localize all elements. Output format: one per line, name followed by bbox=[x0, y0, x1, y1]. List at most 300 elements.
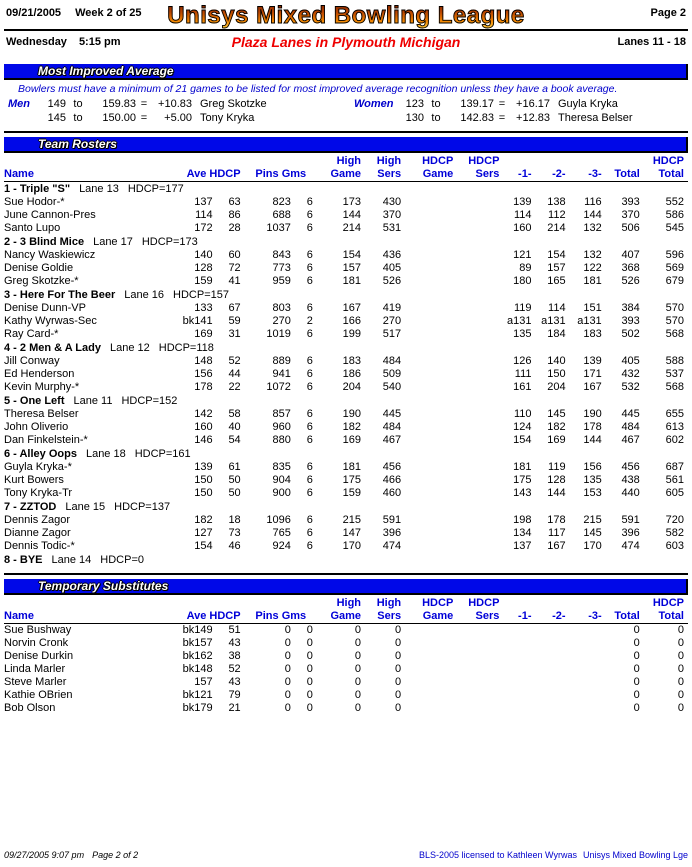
stat-cell bbox=[457, 474, 503, 487]
team-header-row bbox=[4, 235, 688, 249]
stat-cell: 484 bbox=[621, 421, 640, 433]
section-divider bbox=[4, 131, 688, 133]
page-number: Page 2 bbox=[650, 7, 686, 19]
stat-cell bbox=[405, 315, 457, 328]
team-name: 3 - Here For The Beer bbox=[4, 289, 116, 301]
column-header: High bbox=[376, 155, 402, 167]
stat-cell: 61 bbox=[228, 461, 241, 473]
stat-cell: 368 bbox=[621, 262, 640, 274]
column-header bbox=[503, 155, 535, 168]
stat-cell: 170 bbox=[583, 540, 602, 552]
stat-cell: 0 bbox=[354, 689, 362, 701]
stat-cell: 1037 bbox=[266, 222, 291, 234]
column-header: High bbox=[376, 597, 402, 609]
player-name-cell: Kathie OBrien bbox=[4, 689, 73, 701]
stat-cell: 183 bbox=[583, 328, 602, 340]
team-name: 4 - 2 Men & A Lady bbox=[4, 342, 101, 354]
stat-cell: 38 bbox=[228, 650, 241, 662]
to-word: to bbox=[73, 98, 83, 110]
stat-cell: 156 bbox=[583, 461, 602, 473]
column-header bbox=[245, 597, 317, 610]
stat-cell bbox=[503, 676, 535, 689]
stat-cell: 393 bbox=[621, 196, 640, 208]
player-name-cell: Dennis Todic-* bbox=[4, 540, 75, 552]
stat-cell: 959 bbox=[272, 275, 291, 287]
average-from: 149 bbox=[47, 98, 66, 110]
stat-cell: 6 bbox=[306, 421, 313, 433]
stat-cell bbox=[405, 514, 457, 527]
column-header bbox=[245, 155, 317, 168]
stat-cell: 6 bbox=[306, 222, 313, 234]
stat-cell: 114 bbox=[548, 302, 566, 314]
stat-cell: 114 bbox=[195, 209, 213, 221]
average-to: 159.83 bbox=[102, 98, 136, 110]
stat-cell: 545 bbox=[665, 222, 684, 234]
women-label bbox=[350, 111, 396, 125]
player-name-cell: Guyla Kryka-* bbox=[4, 461, 72, 473]
stat-cell: 474 bbox=[382, 540, 402, 552]
substitutes-section-title: Temporary Substitutes bbox=[38, 579, 169, 593]
section-divider bbox=[4, 573, 688, 575]
player-row bbox=[4, 474, 688, 487]
stat-cell: 178 bbox=[583, 421, 602, 433]
stat-cell: 720 bbox=[665, 514, 684, 526]
stat-cell: 41 bbox=[228, 275, 241, 287]
stat-cell bbox=[536, 624, 570, 638]
stat-cell: 396 bbox=[621, 527, 640, 539]
stat-cell: 509 bbox=[382, 368, 402, 380]
team-header-row bbox=[4, 553, 688, 567]
stat-cell bbox=[405, 262, 457, 275]
stat-cell bbox=[405, 624, 457, 638]
stat-cell: 59 bbox=[228, 315, 241, 327]
stat-cell bbox=[570, 650, 606, 663]
stat-cell bbox=[457, 368, 503, 381]
player-name-cell: Kevin Murphy-* bbox=[4, 381, 80, 393]
team-header-row bbox=[4, 394, 688, 408]
stat-cell: 582 bbox=[665, 527, 684, 539]
stat-cell: 596 bbox=[665, 249, 684, 261]
player-name-cell: Dennis Zagor bbox=[4, 514, 71, 526]
men-label bbox=[4, 111, 38, 125]
player-row bbox=[4, 328, 688, 341]
lanes-range: Lanes 11 - 18 bbox=[617, 36, 686, 48]
stat-cell: 119 bbox=[513, 302, 532, 314]
player-row bbox=[4, 275, 688, 288]
player-row bbox=[4, 676, 688, 689]
stat-cell: 159 bbox=[194, 275, 213, 287]
average-improvement: +5.00 bbox=[164, 112, 192, 124]
stat-cell: 182 bbox=[194, 514, 213, 526]
stat-cell: 111 bbox=[514, 368, 532, 380]
column-header: High bbox=[336, 155, 362, 167]
team-rosters-section-title: Team Rosters bbox=[38, 137, 117, 151]
average-improvement: +16.17 bbox=[516, 98, 550, 110]
stat-cell: 147 bbox=[342, 527, 362, 539]
stat-cell: 142 bbox=[194, 408, 213, 420]
stat-cell: 178 bbox=[194, 381, 213, 393]
team-lane: Lane 15 bbox=[65, 501, 106, 513]
column-header: Sers bbox=[365, 610, 405, 624]
player-name-cell: Linda Marler bbox=[4, 663, 66, 675]
stat-cell: 6 bbox=[306, 474, 313, 486]
stat-cell bbox=[457, 663, 503, 676]
stat-cell: 941 bbox=[272, 368, 291, 380]
stat-cell: 124 bbox=[513, 421, 532, 433]
stat-cell: 0 bbox=[306, 702, 313, 714]
column-header: -1- bbox=[503, 168, 535, 182]
stat-cell bbox=[570, 676, 606, 689]
stat-cell: 50 bbox=[228, 487, 241, 499]
stat-cell: 0 bbox=[633, 663, 640, 675]
stat-cell: 6 bbox=[306, 514, 313, 526]
stat-cell bbox=[405, 368, 457, 381]
team-hdcp: HDCP=157 bbox=[173, 289, 229, 301]
column-header: Total bbox=[644, 610, 688, 624]
stat-cell: 6 bbox=[306, 302, 313, 314]
stat-cell: 73 bbox=[228, 527, 241, 539]
team-header-row bbox=[4, 182, 688, 197]
stat-cell: 6 bbox=[306, 434, 313, 446]
stat-cell: 43 bbox=[228, 676, 241, 688]
stat-cell: 6 bbox=[306, 487, 313, 499]
page-footer bbox=[4, 850, 688, 860]
column-header: HDCP bbox=[652, 597, 684, 609]
stat-cell: 603 bbox=[665, 540, 684, 552]
column-header: HDCP bbox=[422, 155, 454, 167]
average-to: 150.00 bbox=[102, 112, 136, 124]
stat-cell bbox=[405, 302, 457, 315]
team-name: 8 - BYE bbox=[4, 554, 43, 566]
stat-cell: 183 bbox=[342, 355, 362, 367]
stat-cell: 0 bbox=[395, 650, 402, 662]
stat-cell: 110 bbox=[513, 408, 532, 420]
stat-cell: 28 bbox=[228, 222, 241, 234]
stat-cell: 6 bbox=[306, 275, 313, 287]
stat-cell bbox=[503, 702, 535, 715]
average-to: 142.83 bbox=[460, 112, 494, 124]
stat-cell: 823 bbox=[272, 196, 291, 208]
stat-cell: 0 bbox=[395, 637, 402, 649]
to-word: to bbox=[431, 112, 441, 124]
stat-cell: 43 bbox=[228, 637, 241, 649]
stat-cell: 184 bbox=[547, 328, 566, 340]
player-name-cell: Bob Olson bbox=[4, 702, 56, 714]
stat-cell: 679 bbox=[665, 275, 684, 287]
stat-cell: 153 bbox=[583, 487, 602, 499]
stat-cell: 857 bbox=[272, 408, 291, 420]
equals-sign: = bbox=[140, 112, 148, 124]
column-header bbox=[570, 155, 606, 168]
venue-subtitle: Plaza Lanes in Plymouth Michigan bbox=[231, 34, 461, 50]
stat-cell: 803 bbox=[272, 302, 291, 314]
stat-cell bbox=[457, 328, 503, 341]
stat-cell: bk149 bbox=[182, 624, 213, 636]
stat-cell: 591 bbox=[621, 514, 640, 526]
stat-cell bbox=[570, 663, 606, 676]
stat-cell: 181 bbox=[583, 275, 602, 287]
team-lane: Lane 13 bbox=[79, 183, 119, 195]
stat-cell: 1096 bbox=[266, 514, 291, 526]
stat-cell: 6 bbox=[306, 527, 313, 539]
stat-cell: 393 bbox=[621, 315, 640, 327]
team-lane: Lane 16 bbox=[124, 289, 165, 301]
most-improved-section-bar bbox=[4, 64, 688, 80]
column-header bbox=[570, 597, 606, 610]
stat-cell: 0 bbox=[395, 702, 402, 714]
column-header bbox=[536, 155, 570, 168]
stat-cell bbox=[536, 663, 570, 676]
stat-cell bbox=[457, 275, 503, 288]
stat-cell: 167 bbox=[547, 540, 566, 552]
player-name-cell: Dianne Zagor bbox=[4, 527, 71, 539]
stat-cell: 215 bbox=[583, 514, 602, 526]
stat-cell bbox=[536, 702, 570, 715]
equals-sign: = bbox=[140, 98, 148, 110]
player-name-cell: Dan Finkelstein-* bbox=[4, 434, 88, 446]
stat-cell: a131 bbox=[541, 315, 566, 327]
most-improved-left bbox=[4, 97, 350, 111]
player-row bbox=[4, 368, 688, 381]
stat-cell bbox=[457, 514, 503, 527]
stat-cell bbox=[457, 315, 503, 328]
most-improved-list bbox=[4, 97, 688, 125]
stat-cell: 79 bbox=[228, 689, 241, 701]
stat-cell bbox=[503, 650, 535, 663]
stat-cell: 6 bbox=[306, 355, 313, 367]
player-name-cell: Sue Hodor-* bbox=[4, 196, 65, 208]
stat-cell: 22 bbox=[228, 381, 241, 393]
player-name-cell: Jill Conway bbox=[4, 355, 60, 367]
stat-cell: 0 bbox=[284, 702, 291, 714]
stat-cell: 0 bbox=[306, 676, 313, 688]
team-hdcp: HDCP=173 bbox=[141, 236, 198, 248]
player-row bbox=[4, 408, 688, 421]
stat-cell bbox=[405, 461, 457, 474]
player-name-cell: Sue Bushway bbox=[4, 624, 72, 636]
stat-cell: 144 bbox=[583, 434, 602, 446]
team-lane: Lane 18 bbox=[85, 448, 126, 460]
stat-cell: 0 bbox=[354, 650, 362, 662]
stat-cell: 6 bbox=[306, 461, 313, 473]
stat-cell: 605 bbox=[665, 487, 684, 499]
player-row bbox=[4, 461, 688, 474]
stat-cell: 128 bbox=[194, 262, 213, 274]
stat-cell: bk162 bbox=[182, 650, 213, 662]
stat-cell: 445 bbox=[621, 408, 640, 420]
stat-cell: 773 bbox=[272, 262, 291, 274]
team-header-row bbox=[4, 447, 688, 461]
stat-cell: 198 bbox=[513, 514, 532, 526]
stat-cell bbox=[405, 487, 457, 500]
stat-cell: 467 bbox=[621, 434, 640, 446]
stat-cell: 6 bbox=[306, 262, 313, 274]
player-row bbox=[4, 663, 688, 676]
team-lane: Lane 11 bbox=[73, 395, 113, 407]
stat-cell bbox=[457, 527, 503, 540]
stat-cell: 31 bbox=[228, 328, 241, 340]
stat-cell: 835 bbox=[272, 461, 291, 473]
stat-cell: 0 bbox=[284, 624, 291, 636]
stat-cell: 6 bbox=[306, 408, 313, 420]
stat-cell: 0 bbox=[306, 637, 313, 649]
stat-cell: 161 bbox=[513, 381, 532, 393]
stat-cell: 154 bbox=[194, 540, 213, 552]
team-name: 7 - ZZTOD bbox=[4, 501, 57, 513]
stat-cell: 655 bbox=[665, 408, 684, 420]
stat-cell: 172 bbox=[194, 222, 213, 234]
stat-cell: 144 bbox=[342, 209, 362, 221]
stat-cell bbox=[405, 408, 457, 421]
stat-cell: a131 bbox=[577, 315, 602, 327]
column-header: Total bbox=[606, 610, 644, 624]
stat-cell bbox=[503, 637, 535, 650]
player-row bbox=[4, 222, 688, 235]
footer-page: Page 2 of 2 bbox=[92, 850, 139, 860]
stat-cell: 484 bbox=[382, 421, 402, 433]
stat-cell bbox=[457, 249, 503, 262]
stat-cell: 122 bbox=[583, 262, 602, 274]
stat-cell: 0 bbox=[306, 689, 313, 701]
player-row bbox=[4, 689, 688, 702]
average-from: 130 bbox=[405, 112, 424, 124]
stat-cell: 0 bbox=[306, 624, 313, 636]
stat-cell: 150 bbox=[194, 474, 213, 486]
stat-cell: 0 bbox=[354, 637, 362, 649]
stat-cell: 86 bbox=[228, 209, 241, 221]
stat-cell: 445 bbox=[382, 408, 402, 420]
stat-cell bbox=[536, 676, 570, 689]
stat-cell: 602 bbox=[665, 434, 684, 446]
bowler-name: Greg Skotzke bbox=[200, 98, 267, 110]
stat-cell: 6 bbox=[306, 540, 313, 552]
stat-cell: 144 bbox=[547, 487, 566, 499]
stat-cell bbox=[405, 209, 457, 222]
stat-cell bbox=[457, 302, 503, 315]
stat-cell: 0 bbox=[633, 689, 640, 701]
stat-cell: 0 bbox=[284, 689, 291, 701]
stat-cell bbox=[405, 328, 457, 341]
stat-cell: 0 bbox=[633, 624, 640, 636]
stat-cell: bk121 bbox=[182, 689, 213, 701]
men-label: Men bbox=[8, 98, 30, 110]
stat-cell: 165 bbox=[547, 275, 566, 287]
stat-cell: 0 bbox=[354, 624, 362, 636]
player-row bbox=[4, 487, 688, 500]
stat-cell bbox=[457, 355, 503, 368]
stat-cell: 204 bbox=[547, 381, 566, 393]
stat-cell bbox=[503, 663, 535, 676]
team-hdcp: HDCP=118 bbox=[158, 342, 214, 354]
stat-cell: 405 bbox=[382, 262, 402, 274]
stat-cell: 0 bbox=[395, 676, 402, 688]
team-header-row bbox=[4, 288, 688, 302]
stat-cell: 169 bbox=[547, 434, 566, 446]
stat-cell: 0 bbox=[395, 624, 402, 636]
team-hdcp: HDCP=161 bbox=[134, 448, 191, 460]
stat-cell: 432 bbox=[621, 368, 640, 380]
bowler-name: Guyla Kryka bbox=[558, 98, 618, 110]
player-name-cell: Denise Dunn-VP bbox=[4, 302, 86, 314]
stat-cell bbox=[570, 702, 606, 715]
player-row bbox=[4, 540, 688, 553]
stat-cell: 117 bbox=[548, 527, 566, 539]
stat-cell: 924 bbox=[272, 540, 291, 552]
player-name-cell: John Oliverio bbox=[4, 421, 69, 433]
stat-cell bbox=[405, 527, 457, 540]
day-time bbox=[6, 36, 133, 48]
stat-cell: 175 bbox=[342, 474, 362, 486]
player-row bbox=[4, 702, 688, 715]
column-header: -3- bbox=[570, 610, 606, 624]
stat-cell bbox=[503, 624, 535, 638]
stat-cell: 140 bbox=[194, 249, 213, 261]
player-row bbox=[4, 650, 688, 663]
women-label: Women bbox=[354, 98, 394, 110]
player-row bbox=[4, 434, 688, 447]
stat-cell: 687 bbox=[665, 461, 684, 473]
stat-cell bbox=[457, 540, 503, 553]
stat-cell: 167 bbox=[342, 302, 362, 314]
substitutes-table bbox=[4, 597, 688, 715]
stat-cell: 405 bbox=[621, 355, 640, 367]
stat-cell: 132 bbox=[583, 249, 602, 261]
team-rosters-table bbox=[4, 155, 688, 567]
bowler-name: Theresa Belser bbox=[558, 112, 633, 124]
stat-cell: 419 bbox=[382, 302, 402, 314]
stat-cell: 460 bbox=[382, 487, 402, 499]
player-name-cell: Kathy Wyrwas-Sec bbox=[4, 315, 97, 327]
stat-cell: 0 bbox=[354, 663, 362, 675]
column-header: Pins Gms bbox=[245, 168, 317, 182]
player-row bbox=[4, 209, 688, 222]
footer-datetime: 09/27/2005 9:07 pm bbox=[4, 850, 85, 860]
stat-cell: 6 bbox=[306, 368, 313, 380]
to-word: to bbox=[73, 112, 83, 124]
stat-cell: 843 bbox=[272, 249, 291, 261]
team-hdcp: HDCP=137 bbox=[114, 501, 171, 513]
stat-cell: 154 bbox=[342, 249, 362, 261]
player-row bbox=[4, 355, 688, 368]
stat-cell: 531 bbox=[382, 222, 402, 234]
column-header: Sers bbox=[457, 610, 503, 624]
stat-cell: 6 bbox=[306, 381, 313, 393]
team-hdcp: HDCP=152 bbox=[121, 395, 178, 407]
stat-cell: 127 bbox=[194, 527, 213, 539]
column-header: -2- bbox=[536, 610, 570, 624]
stat-cell: 63 bbox=[228, 196, 241, 208]
stat-cell bbox=[405, 355, 457, 368]
stat-cell bbox=[405, 196, 457, 209]
stat-cell: 186 bbox=[342, 368, 362, 380]
player-name-cell: Greg Skotzke-* bbox=[4, 275, 79, 287]
most-improved-section-title: Most Improved Average bbox=[38, 64, 174, 78]
stat-cell: 151 bbox=[583, 302, 602, 314]
stat-cell: 889 bbox=[272, 355, 291, 367]
average-improvement: +12.83 bbox=[516, 112, 550, 124]
stat-cell: 552 bbox=[665, 196, 684, 208]
stat-cell: 502 bbox=[621, 328, 640, 340]
stat-cell bbox=[405, 663, 457, 676]
stat-cell: 6 bbox=[306, 328, 313, 340]
stat-cell: 900 bbox=[272, 487, 291, 499]
average-improvement: +10.83 bbox=[158, 98, 192, 110]
stat-cell: 190 bbox=[583, 408, 602, 420]
team-rosters-section-bar bbox=[4, 137, 688, 153]
column-header bbox=[503, 597, 535, 610]
stat-cell bbox=[405, 676, 457, 689]
stat-cell bbox=[405, 249, 457, 262]
